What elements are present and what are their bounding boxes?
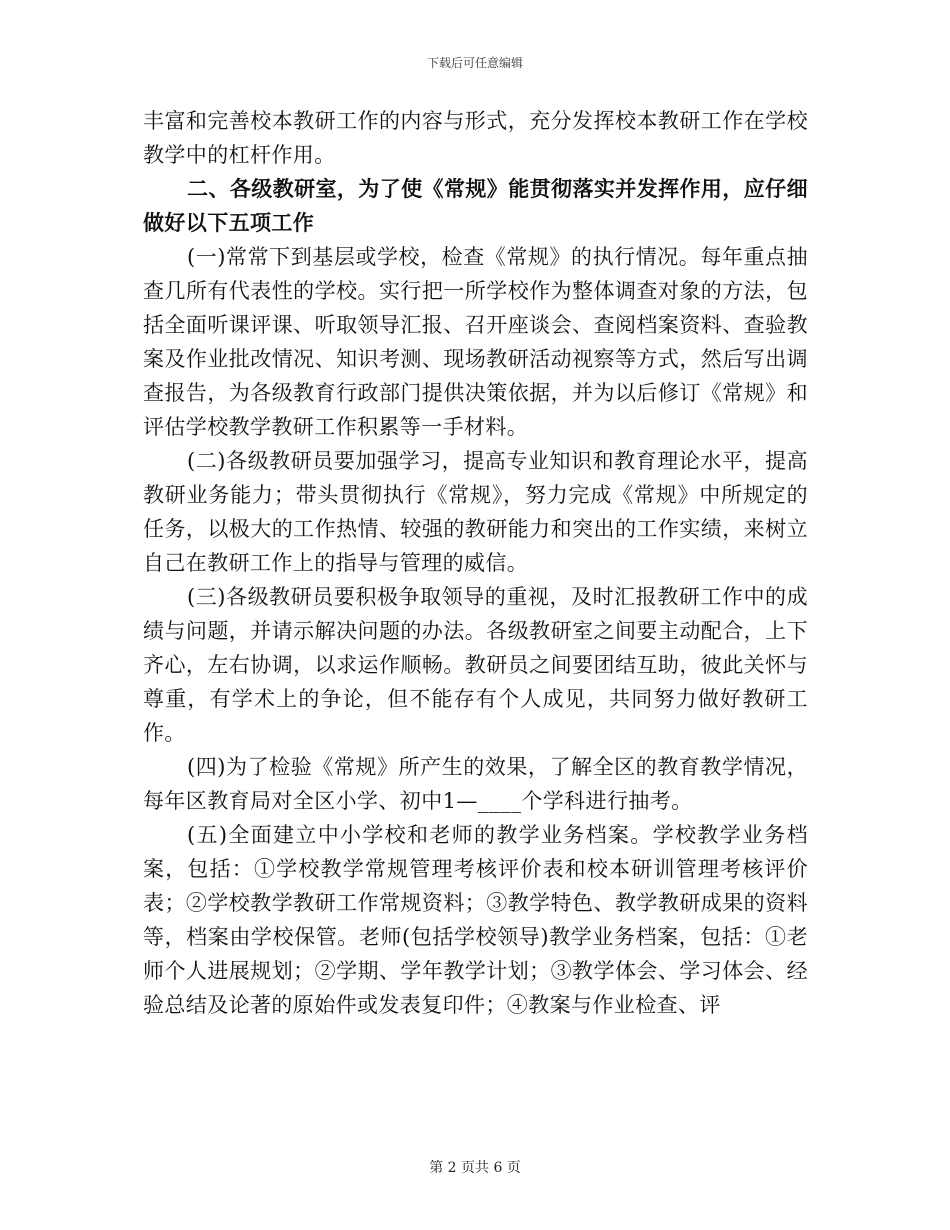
paragraph-item-1: (一)常常下到基层或学校，检查《常规》的执行情况。每年重点抽查几所有代表性的学校。实行把一所学校作为整体调查对象的方法，包括全面听课评课、听取领导汇报、召开座谈会、查阅档案资料、查验教案及作业批改情况、知识考测、现场教研活动视察等方式，然后写出调查报告，为各级教育行政部门提供决策依据，并为以后修订《常规》和评估学校教学教研工作积累等一手材料。 [143,245,808,439]
page-footer-number: 第 2 页共 6 页 [429,1160,521,1176]
document-body [143,104,808,1022]
paragraph-continuation: 丰富和完善校本教研工作的内容与形式，充分发挥校本教研工作在学校教学中的杠杆作用。 [143,109,808,167]
paragraph-item-4: (四)为了检验《常规》所产生的效果，了解全区的教育教学情况，每年区教育局对全区小学、初中1—____个学科进行抽考。 [143,755,808,813]
paragraph-item-3: (三)各级教研员要积极争取领导的重视，及时汇报教研工作中的成绩与问题，并请示解决问题的办法。各级教研室之间要主动配合，上下齐心，左右协调，以求运作顺畅。教研员之间要团结互助，彼此关怀与尊重，有学术上的争论，但不能存有个人成见，共同努力做好教研工作。 [143,585,808,745]
page-header: 下载后可任意编辑 [426,56,523,70]
paragraph-item-2: (二)各级教研员要加强学习，提高专业知识和教育理论水平，提高教研业务能力；带头贯彻执行《常规》，努力完成《常规》中所规定的任务，以极大的工作热情、较强的教研能力和突出的工作实绩，来树立自己在教研工作上的指导与管理的威信。 [143,449,808,575]
section-heading-2: 二、各级教研室，为了使《常规》能贯彻落实并发挥作用，应仔细做好以下五项工作 [143,176,808,235]
paragraph-item-5: (五)全面建立中小学校和老师的教学业务档案。学校教学业务档案，包括：①学校教学常规管理考核评价表和校本研训管理考核评价表；②学校教学教研工作常规资料；③教学特色、教学教研成果的资料等，档案由学校保管。老师(包括学校领导)教学业务档案，包括：①老师个人进展规划；②学期、学年教学计划；③教学体会、学习体会、经验总结及论著的原始件或发表复印件；④教案与作业检查、评 [143,823,808,1017]
